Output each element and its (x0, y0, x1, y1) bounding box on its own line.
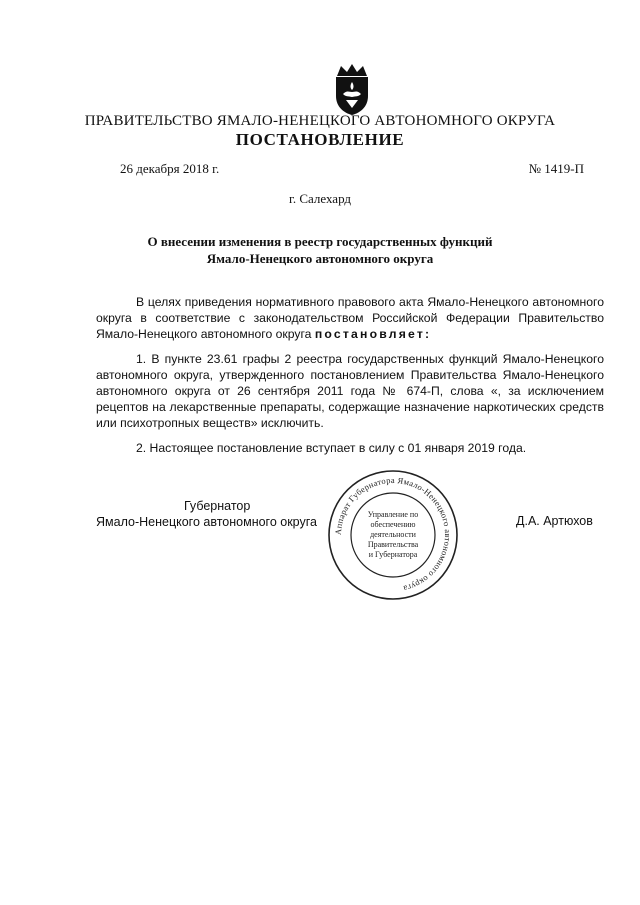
stamp-inner-line-4: Правительства (367, 540, 419, 549)
subject-line-1: О внесении изменения в реестр государственных функций (147, 234, 493, 249)
document-date: 26 декабря 2018 г. (120, 161, 220, 176)
preamble-text: В целях приведения нормативного правового акта Ямало-Ненецкого автономного округа в соответствие с законодательством Российской Федерации Правительство Ямало-Ненецкого автономного округа (96, 295, 604, 341)
document-type: ПОСТАНОВЛЕНИЕ (235, 130, 405, 149)
signatory-name: Д.А. Артюхов (516, 514, 593, 528)
coat-of-arms-icon (327, 62, 377, 116)
clause-2-paragraph: 2. Настоящее постановление вступает в силу с 01 января 2019 года. (136, 441, 527, 455)
decree-word: постановляет: (314, 327, 432, 341)
signatory-region: Ямало-Ненецкого автономного округа (96, 515, 317, 529)
stamp-inner-line-1: Управление по (367, 510, 419, 519)
document-city: г. Салехард (288, 191, 352, 206)
official-stamp (325, 467, 461, 603)
stamp-inner-line-5: и Губернатора (368, 550, 418, 559)
signatory-post: Губернатор (184, 499, 251, 513)
government-title: ПРАВИТЕЛЬСТВО ЯМАЛО-НЕНЕЦКОГО АВТОНОМНОГО ОКРУГА (84, 113, 556, 129)
stamp-inner-line-3: деятельности (370, 530, 416, 539)
subject-line-2: Ямало-Ненецкого автономного округа (206, 251, 434, 266)
stamp-ring-text: Аппарат Губернатора Ямало-Ненецкого автономного округа (332, 474, 454, 594)
preamble-paragraph (96, 294, 604, 342)
document-subject (0, 233, 640, 267)
clause-1-paragraph: 1. В пункте 23.61 графы 2 реестра государственных функций Ямало-Ненецкого автономного округа, утвержденного постановлением Правительства Ямало-Ненецкого автономного округа от 26 сентября 2011 года № 674-П, слова «, за исключением рецептов на лекарственные препараты, содержащие назначение наркотических средств или психотропных веществ» исключить. (96, 352, 604, 430)
stamp-inner-line-2: обеспечению (370, 520, 416, 529)
document-number: № 1419-П (528, 161, 584, 176)
